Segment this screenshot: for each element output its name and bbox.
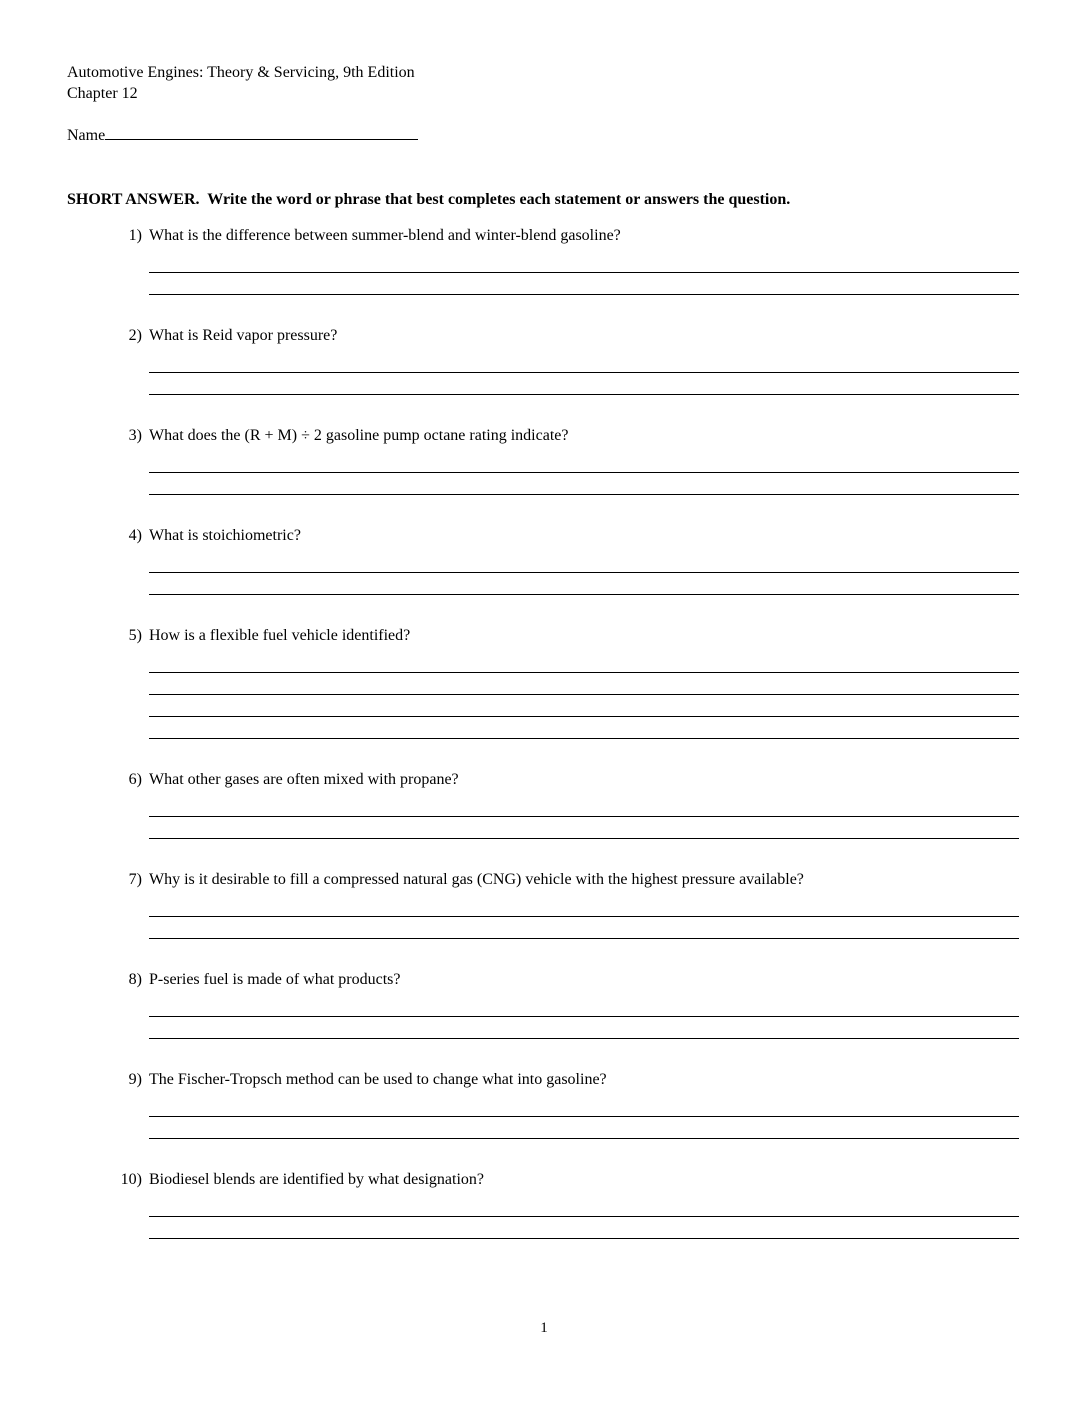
question-row xyxy=(67,426,1019,446)
answer-line xyxy=(149,372,1019,373)
question-text: What does the (R + M) ÷ 2 gasoline pump octane rating indicate? xyxy=(149,427,569,444)
question-text: What is stoichiometric? xyxy=(149,527,301,544)
name-blank-line xyxy=(105,126,418,140)
answer-lines xyxy=(149,472,1019,495)
answer-line xyxy=(149,738,1019,739)
answer-line xyxy=(149,916,1019,917)
question-block xyxy=(67,526,1019,595)
name-label: Name xyxy=(67,127,106,144)
question-row xyxy=(67,1170,1019,1190)
question-block xyxy=(67,626,1019,739)
answer-lines xyxy=(149,916,1019,939)
answer-line xyxy=(149,1016,1019,1017)
question-number: 9) xyxy=(128,1071,142,1088)
answer-line xyxy=(149,838,1019,839)
question-number: 5) xyxy=(128,627,142,644)
question-text: Why is it desirable to fill a compressed natural gas (CNG) vehicle with the highest pressure available? xyxy=(149,871,804,888)
answer-line xyxy=(149,594,1019,595)
answer-line xyxy=(149,1216,1019,1217)
question-number: 1) xyxy=(128,227,142,244)
question-block xyxy=(67,226,1019,295)
question-row xyxy=(67,626,1019,646)
answer-lines xyxy=(149,1216,1019,1239)
question-row xyxy=(67,1070,1019,1090)
question-number: 7) xyxy=(128,871,142,888)
doc-title: Automotive Engines: Theory & Servicing, 9th Edition xyxy=(67,64,415,81)
question-row xyxy=(67,970,1019,990)
question-block xyxy=(67,970,1019,1039)
question-block xyxy=(67,870,1019,939)
question-text: How is a flexible fuel vehicle identified? xyxy=(149,627,411,644)
question-number: 6) xyxy=(128,771,142,788)
answer-line xyxy=(149,294,1019,295)
question-number: 10) xyxy=(120,1171,142,1188)
question-block xyxy=(67,1170,1019,1239)
question-text: What is the difference between summer-blend and winter-blend gasoline? xyxy=(149,227,621,244)
doc-chapter: Chapter 12 xyxy=(67,85,138,102)
instructions-heading: SHORT ANSWER. Write the word or phrase that best completes each statement or answers the question. xyxy=(67,191,791,208)
answer-line xyxy=(149,716,1019,717)
answer-lines xyxy=(149,816,1019,839)
question-block xyxy=(67,770,1019,839)
answer-line xyxy=(149,1138,1019,1139)
question-block xyxy=(67,426,1019,495)
question-number: 4) xyxy=(128,527,142,544)
answer-line xyxy=(149,472,1019,473)
answer-lines xyxy=(149,372,1019,395)
question-row xyxy=(67,870,1019,890)
answer-line xyxy=(149,938,1019,939)
answer-lines xyxy=(149,1116,1019,1139)
answer-lines xyxy=(149,572,1019,595)
question-row xyxy=(67,526,1019,546)
question-text: What other gases are often mixed with propane? xyxy=(149,771,459,788)
question-text: What is Reid vapor pressure? xyxy=(149,327,338,344)
question-row xyxy=(67,326,1019,346)
question-block xyxy=(67,1070,1019,1139)
answer-line xyxy=(149,572,1019,573)
name-row xyxy=(67,126,1019,145)
question-number: 3) xyxy=(128,427,142,444)
answer-lines xyxy=(149,272,1019,295)
question-row xyxy=(67,770,1019,790)
answer-line xyxy=(149,816,1019,817)
answer-line xyxy=(149,672,1019,673)
question-block xyxy=(67,326,1019,395)
page-number: 1 xyxy=(540,1320,548,1336)
question-row xyxy=(67,226,1019,246)
answer-lines xyxy=(149,672,1019,739)
question-number: 2) xyxy=(128,327,142,344)
questions-list xyxy=(67,226,1019,1239)
answer-line xyxy=(149,1238,1019,1239)
answer-line xyxy=(149,394,1019,395)
answer-line xyxy=(149,272,1019,273)
answer-line xyxy=(149,1116,1019,1117)
answer-line xyxy=(149,1038,1019,1039)
question-text: P-series fuel is made of what products? xyxy=(149,971,401,988)
answer-line xyxy=(149,494,1019,495)
answer-lines xyxy=(149,1016,1019,1039)
question-text: Biodiesel blends are identified by what designation? xyxy=(149,1171,485,1188)
question-number: 8) xyxy=(128,971,142,988)
answer-line xyxy=(149,694,1019,695)
question-text: The Fischer-Tropsch method can be used to change what into gasoline? xyxy=(149,1071,607,1088)
